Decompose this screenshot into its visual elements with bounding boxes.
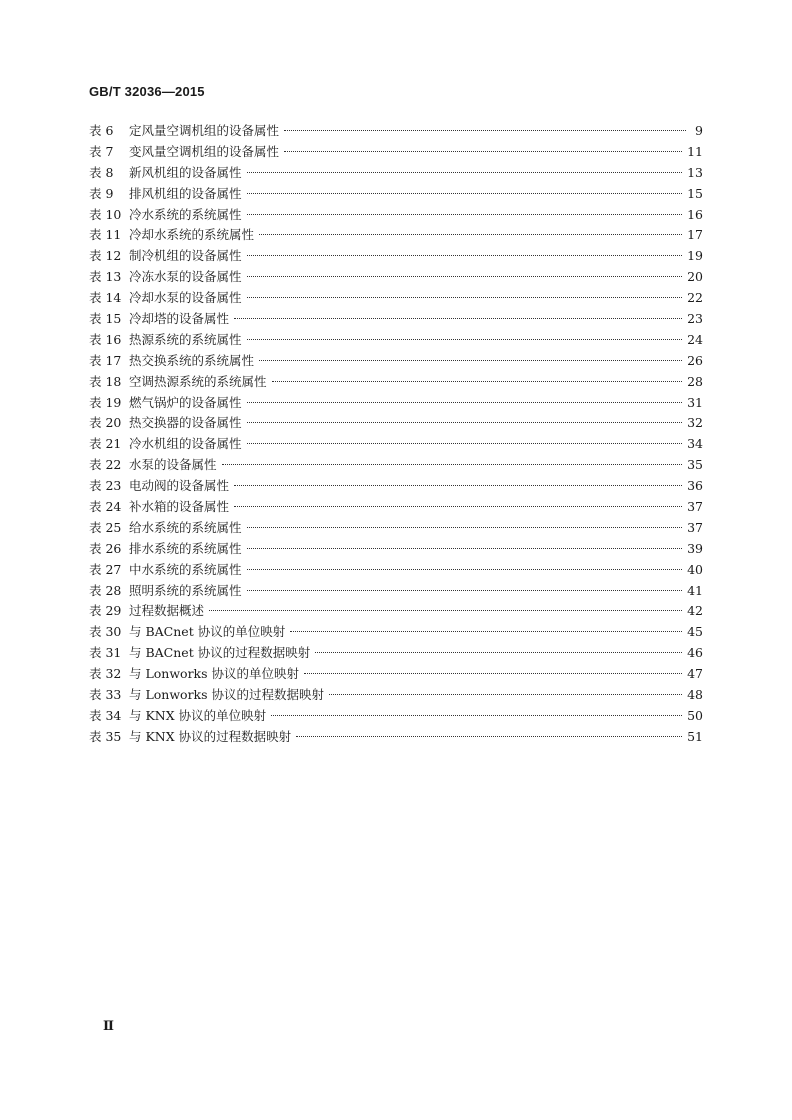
toc-entry[interactable] <box>89 539 703 560</box>
toc-entry-page: 11 <box>687 143 703 159</box>
toc-entry-number: 表 32 <box>89 666 122 682</box>
toc-entry-number: 表 23 <box>89 478 122 494</box>
toc-entry-number: 表 16 <box>89 331 122 347</box>
toc-entry[interactable] <box>89 518 703 539</box>
toc-entry-page: 41 <box>687 582 703 598</box>
toc-entry-number: 表 12 <box>89 248 122 264</box>
toc-entry[interactable] <box>89 581 703 602</box>
toc-entry[interactable] <box>89 393 703 414</box>
toc-entry-title: 热交换器的设备属性 <box>129 415 242 431</box>
toc-dot-leader <box>222 464 683 465</box>
toc-entry-title: 冷却水泵的设备属性 <box>129 290 242 306</box>
toc-entry-page: 31 <box>687 394 703 410</box>
toc-dot-leader <box>296 736 682 737</box>
toc-entry-page: 51 <box>687 728 703 744</box>
toc-entry-page: 34 <box>687 436 703 452</box>
toc-dot-leader <box>247 402 683 403</box>
toc-entry-title: 排风机组的设备属性 <box>129 185 242 201</box>
toc-entry[interactable] <box>89 372 703 393</box>
toc-entry-title: 电动阀的设备属性 <box>129 478 230 494</box>
toc-dot-leader <box>284 151 682 152</box>
toc-dot-leader <box>234 318 682 319</box>
toc-entry-number: 表 8 <box>89 164 114 180</box>
toc-entry-page: 50 <box>687 707 703 723</box>
toc-dot-leader <box>234 485 682 486</box>
toc-dot-leader <box>247 255 683 256</box>
toc-entry-title: 定风量空调机组的设备属性 <box>129 123 280 138</box>
toc-entry-number: 表 14 <box>89 290 122 306</box>
toc-entry[interactable] <box>89 205 703 226</box>
toc-entry-number: 表 15 <box>89 311 122 327</box>
toc-entry-page: 42 <box>687 603 703 619</box>
toc-entry[interactable] <box>89 643 703 664</box>
toc-entry-title: 与 BACnet 协议的过程数据映射 <box>129 645 311 661</box>
toc-entry-page: 39 <box>687 540 703 556</box>
toc-dot-leader <box>209 610 682 611</box>
toc-entry-number: 表 22 <box>89 457 122 473</box>
toc-entry-page: 9 <box>695 123 703 138</box>
toc-dot-leader <box>247 339 683 340</box>
toc-dot-leader <box>259 234 682 235</box>
toc-dot-leader <box>247 172 683 173</box>
toc-entry[interactable] <box>89 476 703 497</box>
toc-entry-title: 热交换系统的系统属性 <box>129 352 255 368</box>
toc-dot-leader <box>234 506 682 507</box>
page-number: Ⅱ <box>103 1019 114 1034</box>
toc-entry[interactable] <box>89 622 703 643</box>
toc-entry-title: 空调热源系统的系统属性 <box>129 373 267 389</box>
table-of-contents <box>89 121 703 748</box>
toc-entry-page: 28 <box>687 373 703 389</box>
toc-entry-number: 表 11 <box>89 227 122 243</box>
toc-entry-title: 给水系统的系统属性 <box>129 519 242 535</box>
toc-dot-leader <box>247 443 683 444</box>
toc-entry-title: 新风机组的设备属性 <box>129 164 242 180</box>
toc-entry-page: 32 <box>687 415 703 431</box>
toc-entry-title: 与 Lonworks 协议的单位映射 <box>129 666 300 682</box>
toc-dot-leader <box>247 422 683 423</box>
toc-dot-leader <box>304 673 682 674</box>
toc-dot-leader <box>247 548 683 549</box>
toc-dot-leader <box>329 694 682 695</box>
toc-dot-leader <box>290 631 682 632</box>
toc-entry[interactable] <box>89 727 703 748</box>
toc-entry[interactable] <box>89 309 703 330</box>
toc-entry-number: 表 26 <box>89 540 122 556</box>
toc-entry-title: 变风量空调机组的设备属性 <box>129 143 280 159</box>
toc-entry-number: 表 21 <box>89 436 122 452</box>
toc-entry[interactable] <box>89 184 703 205</box>
toc-dot-leader <box>247 214 683 215</box>
toc-entry-title: 制冷机组的设备属性 <box>129 248 242 264</box>
toc-entry-page: 48 <box>687 687 703 703</box>
toc-entry-number: 表 13 <box>89 269 122 285</box>
toc-entry-title: 照明系统的系统属性 <box>129 582 242 598</box>
toc-entry-title: 冷水系统的系统属性 <box>129 206 242 222</box>
toc-entry-title: 过程数据概述 <box>129 603 205 619</box>
toc-dot-leader <box>247 569 683 570</box>
toc-dot-leader <box>315 652 682 653</box>
toc-entry-number: 表 29 <box>89 603 122 619</box>
toc-entry[interactable] <box>89 664 703 685</box>
toc-entry-number: 表 17 <box>89 352 122 368</box>
toc-entry[interactable] <box>89 163 703 184</box>
toc-dot-leader <box>247 193 683 194</box>
toc-dot-leader <box>247 590 683 591</box>
toc-dot-leader <box>272 381 683 382</box>
document-id: GB/T 32036—2015 <box>89 84 205 99</box>
toc-entry-page: 15 <box>687 185 703 201</box>
toc-entry-number: 表 35 <box>89 728 122 744</box>
toc-entry-number: 表 20 <box>89 415 122 431</box>
toc-entry[interactable] <box>89 267 703 288</box>
toc-entry-number: 表 31 <box>89 645 122 661</box>
toc-dot-leader <box>284 130 686 131</box>
toc-dot-leader <box>271 715 682 716</box>
toc-entry-page: 46 <box>687 645 703 661</box>
toc-dot-leader <box>247 276 683 277</box>
toc-dot-leader <box>247 527 683 528</box>
toc-entry-title: 冷却塔的设备属性 <box>129 311 230 327</box>
toc-entry-number: 表 9 <box>89 185 114 201</box>
toc-entry-title: 冷却水系统的系统属性 <box>129 227 255 243</box>
toc-entry[interactable] <box>89 497 703 518</box>
toc-entry[interactable] <box>89 142 703 163</box>
toc-entry-number: 表 19 <box>89 394 122 410</box>
toc-entry-title: 冷冻水泵的设备属性 <box>129 269 242 285</box>
toc-entry-page: 13 <box>687 164 703 180</box>
toc-entry-title: 冷水机组的设备属性 <box>129 436 242 452</box>
toc-entry[interactable] <box>89 121 703 142</box>
toc-entry[interactable] <box>89 246 703 267</box>
toc-entry[interactable] <box>89 351 703 372</box>
toc-entry-page: 37 <box>687 499 703 515</box>
toc-entry-title: 燃气锅炉的设备属性 <box>129 394 242 410</box>
toc-entry-page: 17 <box>687 227 703 243</box>
toc-entry-page: 26 <box>687 352 703 368</box>
toc-entry-page: 37 <box>687 519 703 535</box>
toc-entry-page: 45 <box>687 624 703 640</box>
toc-entry-page: 47 <box>687 666 703 682</box>
toc-entry-number: 表 33 <box>89 687 122 703</box>
toc-dot-leader <box>247 297 683 298</box>
toc-entry-title: 排水系统的系统属性 <box>129 540 242 556</box>
toc-entry-number: 表 10 <box>89 206 122 222</box>
toc-entry-page: 24 <box>687 331 703 347</box>
toc-entry[interactable] <box>89 455 703 476</box>
toc-entry-page: 22 <box>687 290 703 306</box>
toc-entry[interactable] <box>89 706 703 727</box>
toc-entry-page: 16 <box>687 206 703 222</box>
toc-entry-number: 表 24 <box>89 499 122 515</box>
toc-entry-page: 20 <box>687 269 703 285</box>
toc-entry-number: 表 25 <box>89 519 122 535</box>
toc-entry[interactable] <box>89 288 703 309</box>
toc-entry-page: 35 <box>687 457 703 473</box>
toc-entry-number: 表 6 <box>89 123 114 138</box>
toc-entry-title: 热源系统的系统属性 <box>129 331 242 347</box>
toc-entry-page: 23 <box>687 311 703 327</box>
toc-entry-title: 与 KNX 协议的过程数据映射 <box>129 728 292 744</box>
toc-entry-number: 表 7 <box>89 143 114 159</box>
toc-entry[interactable] <box>89 413 703 434</box>
toc-entry[interactable] <box>89 560 703 581</box>
toc-entry[interactable] <box>89 225 703 246</box>
toc-entry-title: 水泵的设备属性 <box>129 457 217 473</box>
toc-entry-number: 表 34 <box>89 707 122 723</box>
toc-entry[interactable] <box>89 601 703 622</box>
toc-entry-page: 36 <box>687 478 703 494</box>
toc-entry-number: 表 27 <box>89 561 122 577</box>
toc-entry-title: 与 BACnet 协议的单位映射 <box>129 624 286 640</box>
toc-entry-number: 表 28 <box>89 582 122 598</box>
toc-entry-title: 与 Lonworks 协议的过程数据映射 <box>129 687 325 703</box>
toc-entry-title: 与 KNX 协议的单位映射 <box>129 707 267 723</box>
toc-entry-number: 表 30 <box>89 624 122 640</box>
toc-entry[interactable] <box>89 434 703 455</box>
toc-entry[interactable] <box>89 330 703 351</box>
toc-entry-page: 40 <box>687 561 703 577</box>
toc-dot-leader <box>259 360 682 361</box>
toc-entry-page: 19 <box>687 248 703 264</box>
toc-entry-number: 表 18 <box>89 373 122 389</box>
toc-entry-title: 补水箱的设备属性 <box>129 499 230 515</box>
toc-entry-title: 中水系统的系统属性 <box>129 561 242 577</box>
toc-entry[interactable] <box>89 685 703 706</box>
